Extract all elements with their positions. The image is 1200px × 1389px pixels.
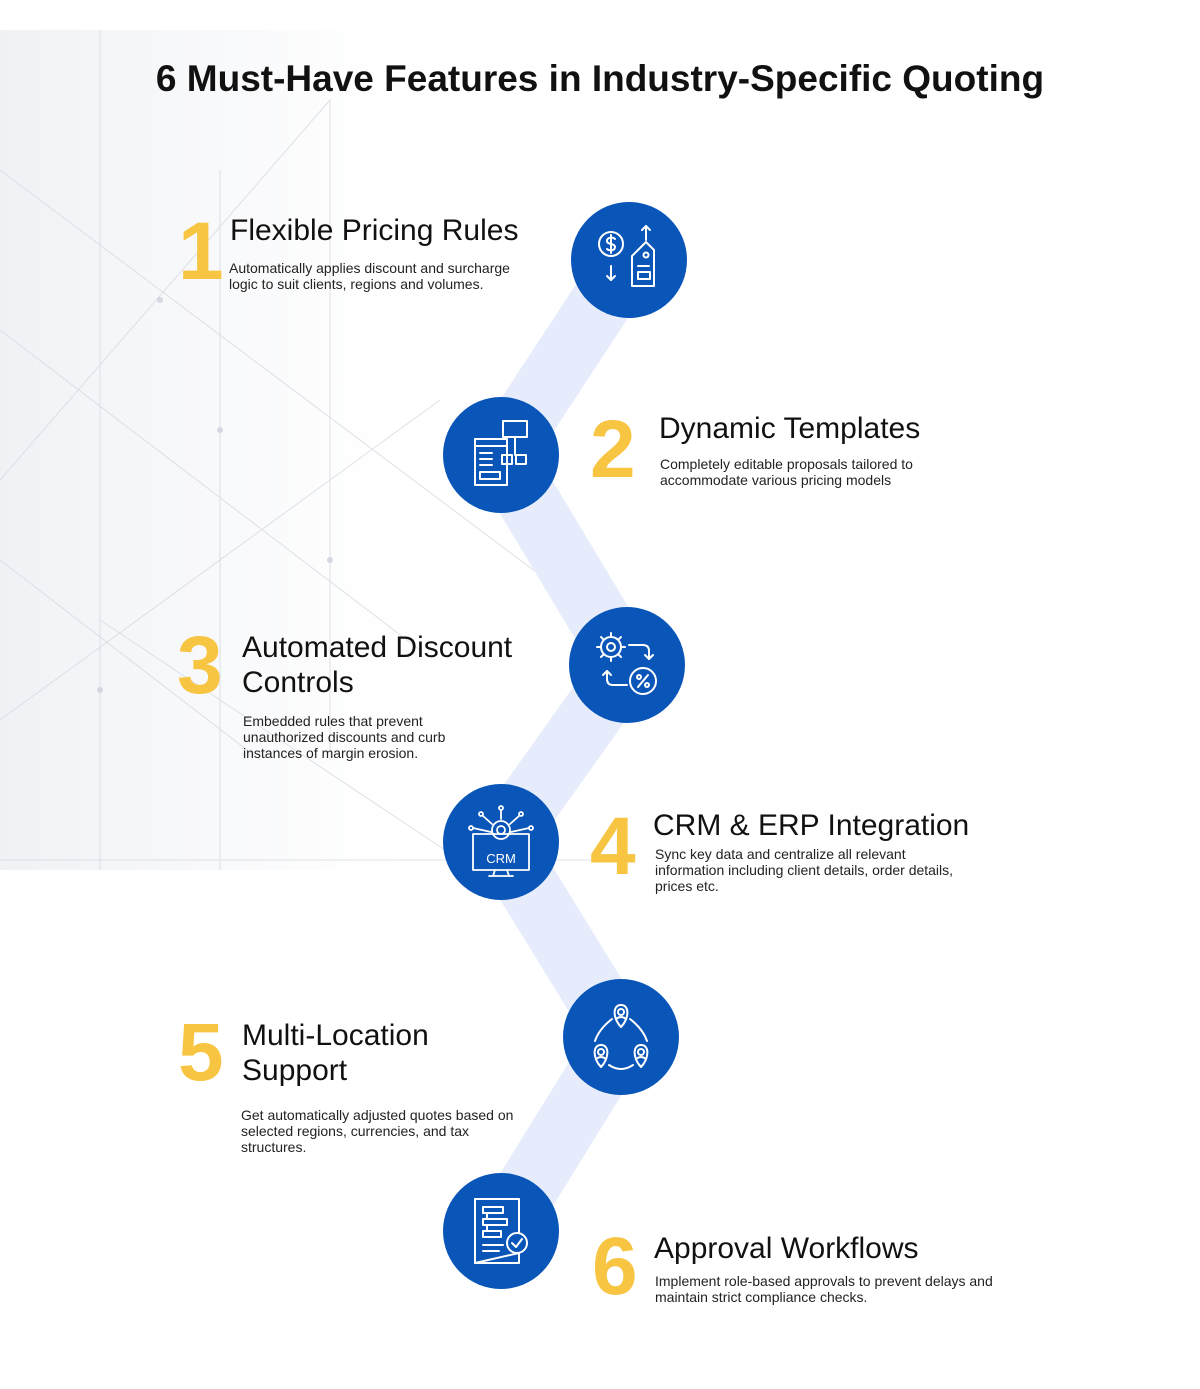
feature-icon-circle-4 <box>443 784 559 900</box>
feature-desc-3: Embedded rules that prevent unauthorized discounts and curb instances of margin erosion. <box>243 713 446 761</box>
feature-number-4: 4 <box>590 801 636 892</box>
feature-number-3: 3 <box>177 620 223 711</box>
feature-title-2: Dynamic Templates <box>659 412 921 445</box>
feature-desc-4: Sync key data and centralize all relevant information including client details, order details, prices etc. <box>655 846 954 894</box>
feature-number-6: 6 <box>592 1221 638 1312</box>
feature-desc-2: Completely editable proposals tailored to accommodate various pricing models <box>660 456 913 488</box>
feature-icon-circle-2 <box>443 397 559 513</box>
page-title: 6 Must-Have Features in Industry-Specific Quoting <box>155 58 1045 99</box>
document-approval-icon <box>461 1191 541 1271</box>
feature-number-5: 5 <box>178 1007 224 1098</box>
feature-icon-circle-3 <box>569 607 685 723</box>
feature-title-1: Flexible Pricing Rules <box>230 214 519 247</box>
feature-title-6: Approval Workflows <box>654 1232 919 1265</box>
price-tag-dollar-icon <box>589 220 669 300</box>
feature-title-3: Automated Discount Controls <box>242 631 513 699</box>
feature-desc-6: Implement role-based approvals to prevent delays and maintain strict compliance checks. <box>655 1273 993 1305</box>
gear-percent-cycle-icon <box>587 625 667 705</box>
location-pins-network-icon <box>581 997 661 1077</box>
template-layout-icon <box>461 415 541 495</box>
feature-number-2: 2 <box>590 404 636 495</box>
feature-icon-circle-5 <box>563 979 679 1095</box>
feature-desc-5: Get automatically adjusted quotes based on selected regions, currencies, and tax structures. <box>241 1107 514 1155</box>
feature-icon-circle-6 <box>443 1173 559 1289</box>
feature-desc-1: Automatically applies discount and surcharge logic to suit clients, regions and volumes. <box>229 260 510 292</box>
feature-title-4: CRM & ERP Integration <box>653 809 970 842</box>
feature-icon-circle-1 <box>571 202 687 318</box>
svg-text:CRM: CRM <box>486 851 516 866</box>
feature-number-1: 1 <box>178 206 224 297</box>
crm-monitor-icon <box>461 802 541 882</box>
feature-title-5: Multi-Location Support <box>242 1019 429 1087</box>
